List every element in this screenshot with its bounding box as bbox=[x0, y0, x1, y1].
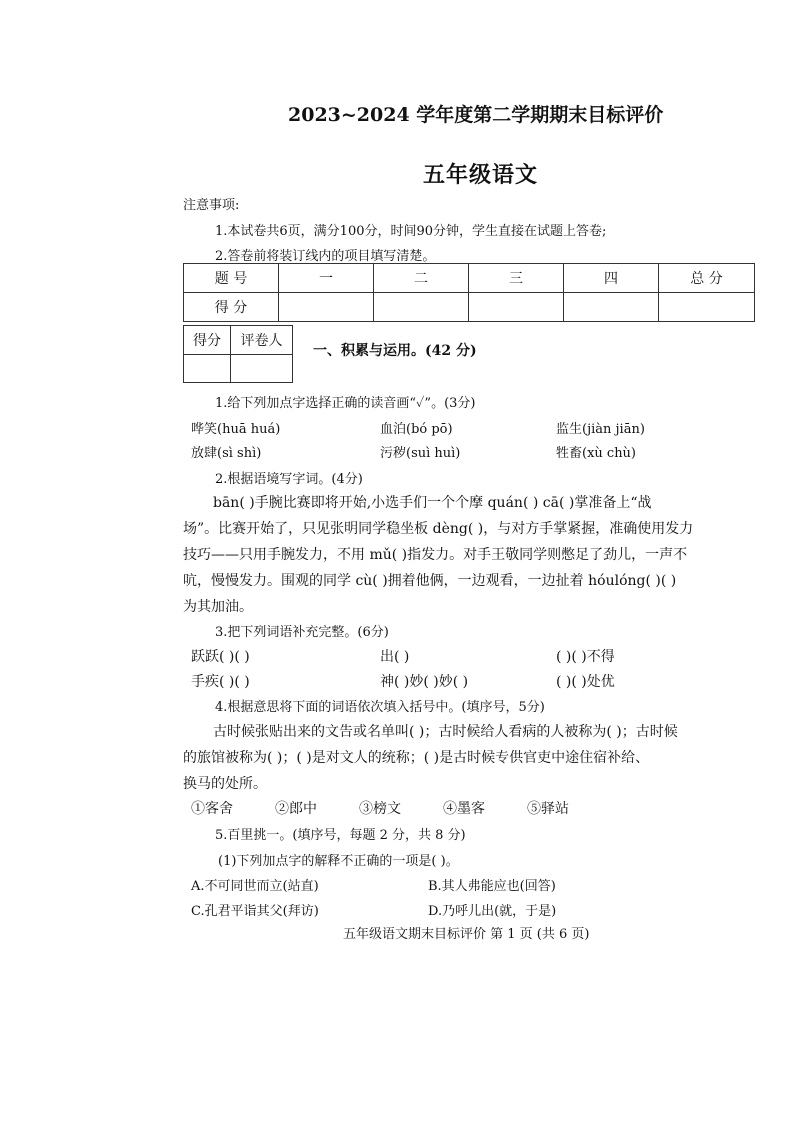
q5-option-c: C.孔君平诣其父(拜访) bbox=[191, 904, 319, 919]
q4-option: ⑤驿站 bbox=[527, 801, 569, 817]
grader-score-label: 得分 bbox=[184, 326, 231, 355]
score-table-score-row bbox=[184, 293, 755, 322]
grader-name-label: 评卷人 bbox=[231, 326, 293, 355]
score-header-cell: 三 bbox=[469, 264, 564, 293]
score-cell[interactable] bbox=[469, 293, 564, 322]
q1-item: 污秽(suì huì) bbox=[380, 446, 461, 461]
q3-item: 跃跃( )( ) bbox=[191, 649, 250, 665]
q2-line: bān( )手腕比赛即将开始,小选手们一个个摩 quán( ) cā( )掌准备上“战 bbox=[213, 495, 652, 511]
q3-item: ( )( )不得 bbox=[556, 649, 615, 665]
q4-line: 换马的处所。 bbox=[183, 776, 267, 792]
q3-item: 出( ) bbox=[380, 649, 410, 665]
q1-item: 牲畜(xù chù) bbox=[556, 446, 637, 461]
grader-box bbox=[183, 325, 293, 383]
notes-item: 1.本试卷共6页，满分100分，时间90分钟，学生直接在试题上答卷; bbox=[215, 224, 607, 239]
grader-score-cell[interactable] bbox=[184, 355, 231, 383]
notes-item: 2.答卷前将装订线内的项目填写清楚。 bbox=[215, 249, 436, 264]
score-row-label: 得 分 bbox=[184, 293, 279, 322]
score-cell[interactable] bbox=[659, 293, 755, 322]
q3-prompt: 3.把下列词语补充完整。(6分) bbox=[215, 625, 389, 640]
page-footer: 五年级语文期末目标评价 第 1 页 (共 6 页) bbox=[343, 927, 590, 942]
score-header-cell: 总 分 bbox=[659, 264, 755, 293]
score-cell[interactable] bbox=[374, 293, 469, 322]
q1-item: 监生(jiàn jiān) bbox=[556, 422, 645, 437]
q2-line: 为其加油。 bbox=[183, 599, 253, 615]
q2-line: 吭，慢慢发力。围观的同学 cù( )拥着他俩，一边观看，一边扯着 hóulóng( )( ) bbox=[183, 573, 677, 589]
q5-option-d: D.乃呼儿出(就，于是) bbox=[428, 904, 557, 919]
q1-item: 血泊(bó pō) bbox=[380, 422, 453, 437]
q2-prompt: 2.根据语境写字词。(4分) bbox=[215, 472, 363, 487]
grader-name-cell[interactable] bbox=[231, 355, 293, 383]
q5-sub1: (1)下列加点字的解释不正确的一项是( )。 bbox=[218, 854, 459, 869]
q4-prompt: 4.根据意思将下面的词语依次填入括号中。(填序号，5分) bbox=[215, 700, 545, 715]
exam-title: 2023~2024 学年度第二学期期末目标评价 bbox=[288, 104, 664, 126]
score-header-cell: 一 bbox=[279, 264, 374, 293]
q2-line: 场”。比赛开始了，只见张明同学稳坐板 dèng( )，与对方手掌紧握，准确使用发力 bbox=[183, 521, 694, 537]
q5-prompt: 5.百里挑一。(填序号，每题 2 分，共 8 分) bbox=[215, 828, 466, 843]
q3-item: ( )( )处优 bbox=[556, 674, 615, 690]
q4-option: ④墨客 bbox=[443, 801, 485, 817]
score-cell[interactable] bbox=[564, 293, 659, 322]
q3-item: 手疾( )( ) bbox=[191, 674, 250, 690]
q4-line: 的旅馆被称为( )；( )是对文人的统称；( )是古时候专供官吏中途住宿补给、 bbox=[183, 750, 650, 766]
score-header-cell: 四 bbox=[564, 264, 659, 293]
q5-option-b: B.其人弗能应也(回答) bbox=[428, 879, 556, 894]
score-header-cell: 二 bbox=[374, 264, 469, 293]
score-cell[interactable] bbox=[279, 293, 374, 322]
exam-subtitle: 五年级语文 bbox=[423, 162, 539, 188]
score-table bbox=[183, 263, 755, 322]
q4-option: ②郎中 bbox=[275, 801, 317, 817]
q1-item: 放肆(sì shì) bbox=[191, 446, 262, 461]
q4-option: ①客舍 bbox=[191, 801, 233, 817]
score-header-cell: 题 号 bbox=[184, 264, 279, 293]
q3-item: 神( )妙( )妙( ) bbox=[380, 674, 469, 690]
q1-prompt: 1.给下列加点字选择正确的读音画“✓”。(3分) bbox=[215, 396, 476, 411]
q5-option-a: A.不可同世而立(站直) bbox=[191, 879, 319, 894]
score-table-header-row bbox=[184, 264, 755, 293]
q1-item: 哗笑(huā huá) bbox=[191, 422, 281, 437]
q4-option: ③榜文 bbox=[359, 801, 401, 817]
section1-heading: 一、积累与运用。(42 分) bbox=[313, 343, 477, 359]
q2-line: 技巧——只用手腕发力，不用 mǔ( )指发力。对手王敬同学则憋足了劲儿，一声不 bbox=[183, 547, 688, 563]
notes-heading: 注意事项: bbox=[183, 198, 240, 213]
q4-line: 古时候张贴出来的文告或名单叫( )；古时候给人看病的人被称为( )；古时候 bbox=[213, 724, 678, 740]
